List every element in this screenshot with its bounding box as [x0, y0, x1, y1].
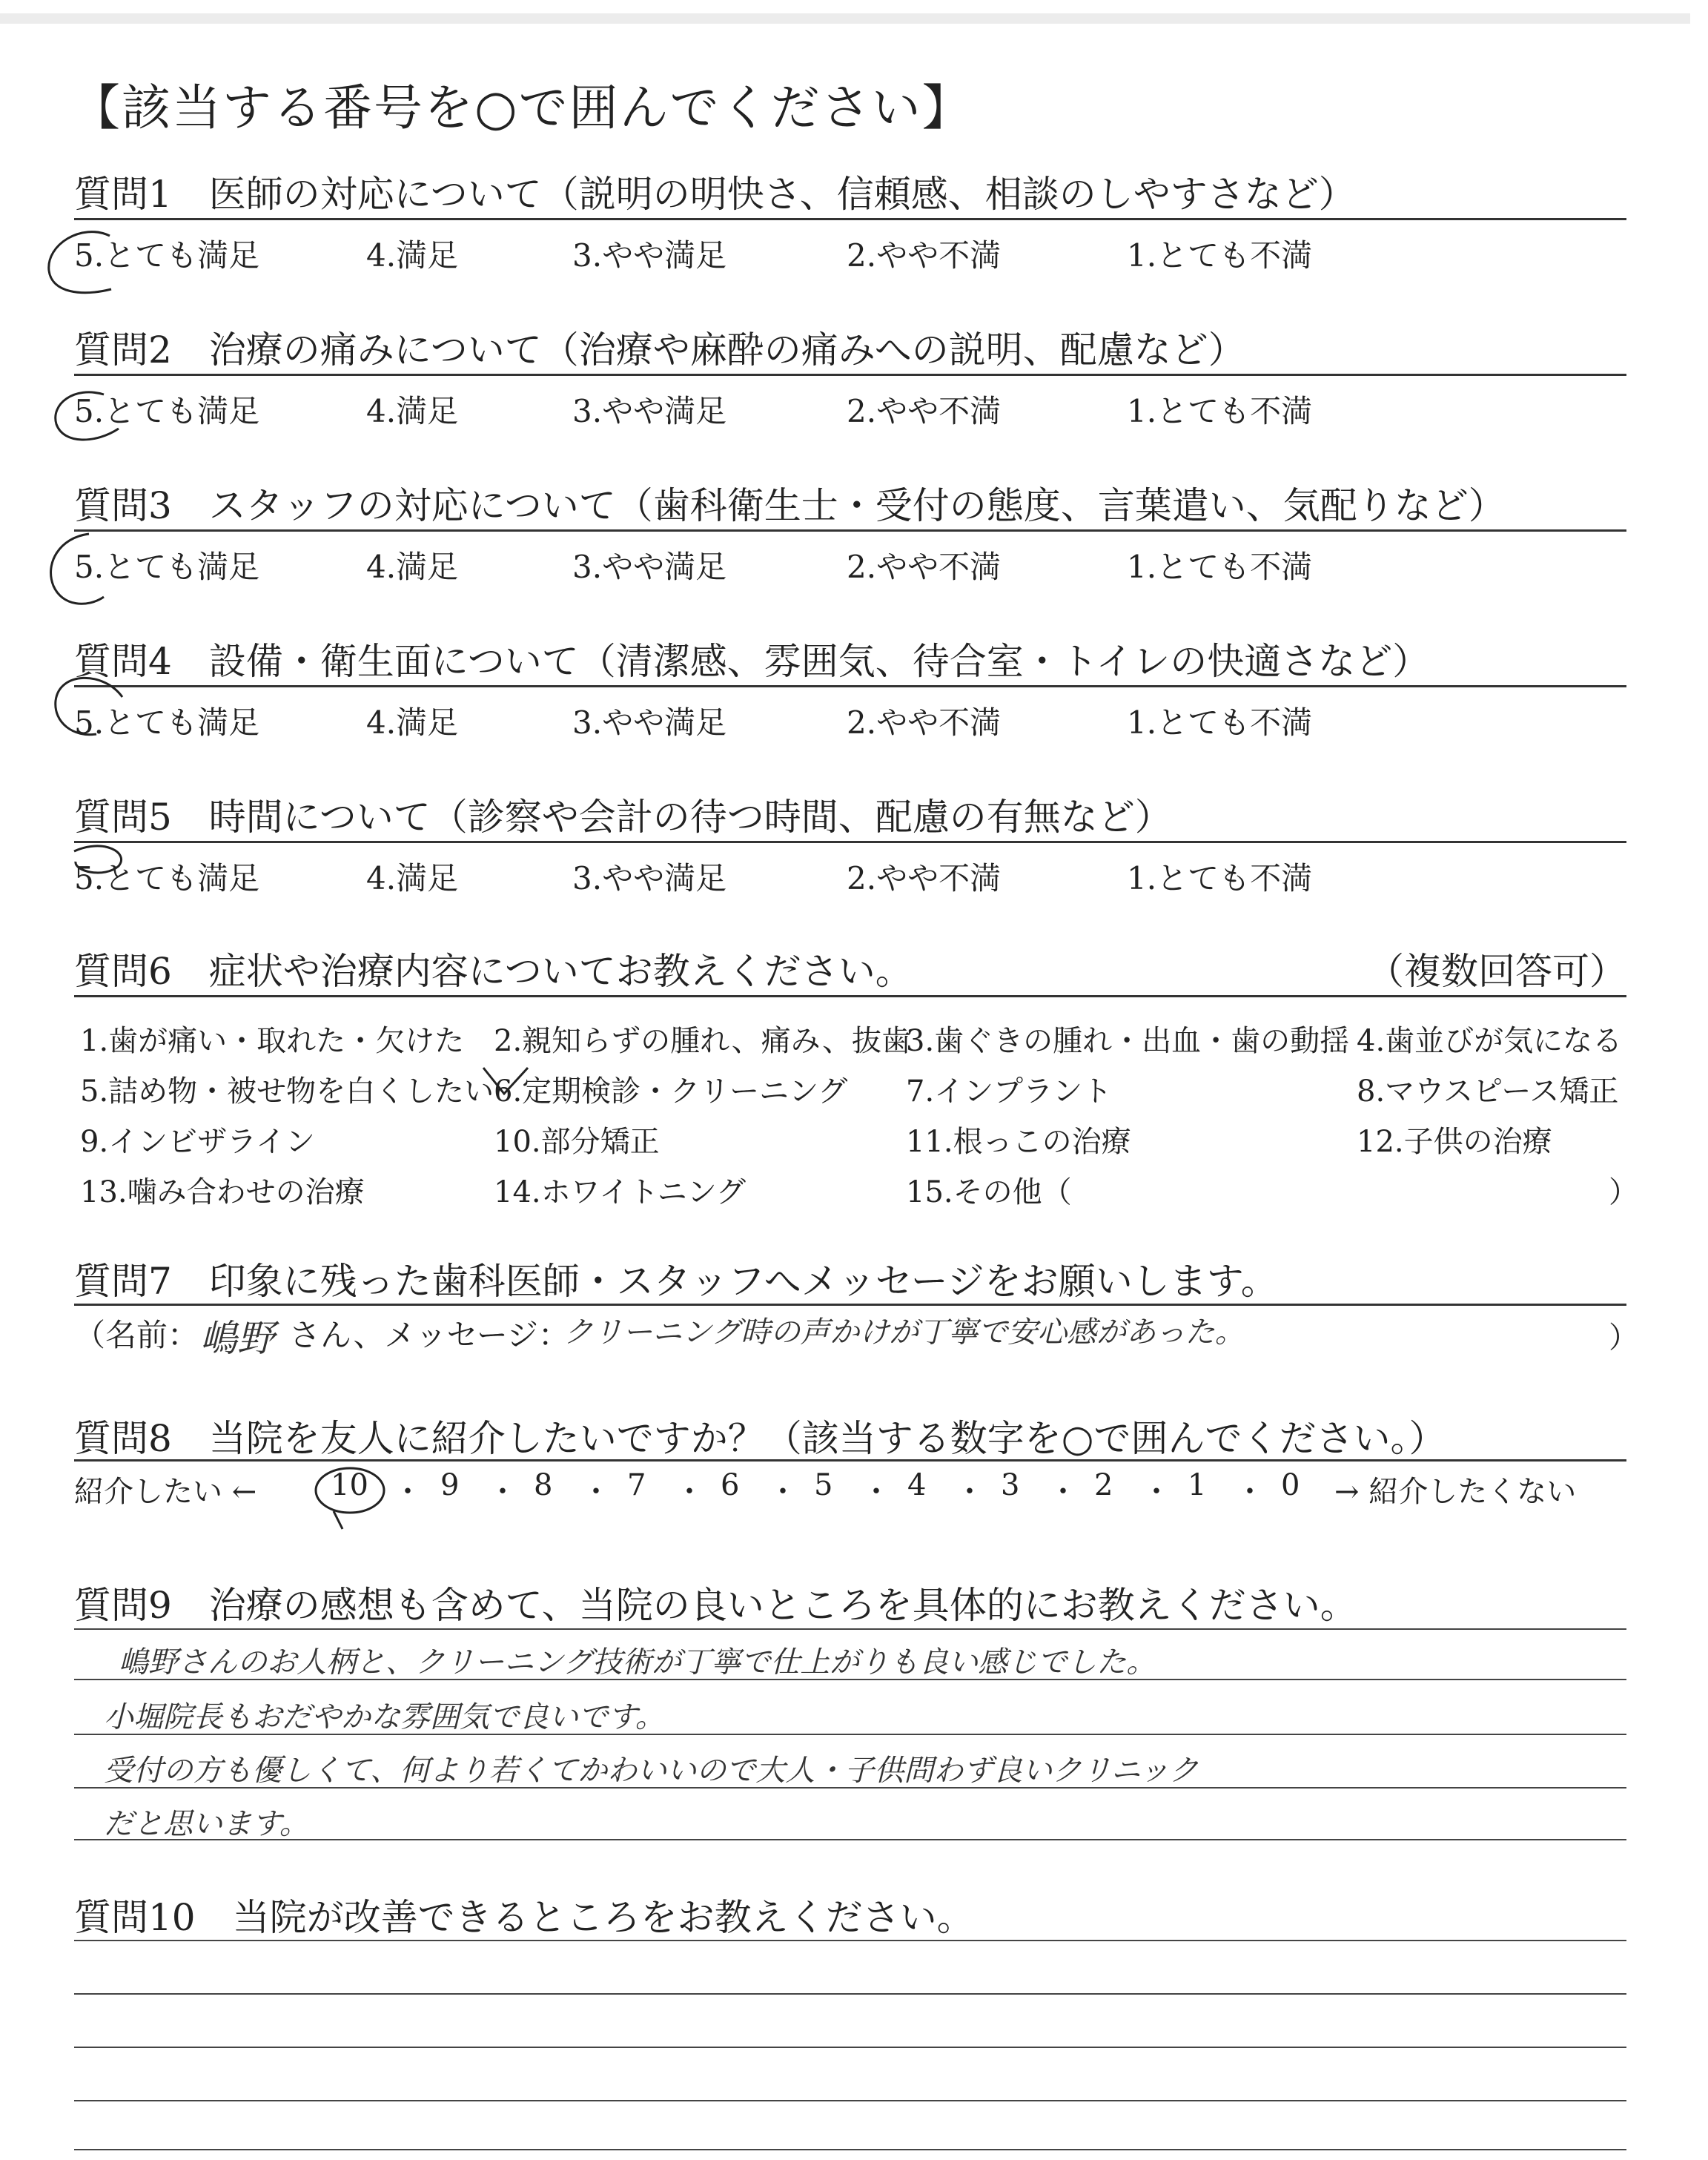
q6-option-11[interactable]: 11.根っこの治療 [906, 1125, 1131, 1159]
writing-line [74, 2149, 1626, 2150]
option-1[interactable]: 1.とても不満 [1127, 860, 1313, 896]
option-3[interactable]: 3.やや満足 [572, 237, 727, 274]
question-3-label: 質問3 スタッフの対応について（歯科衛生士・受付の態度、言葉遣い、気配りなど） [74, 484, 1506, 527]
scale-dot: ・ [768, 1475, 798, 1509]
option-4[interactable]: 4.満足 [366, 393, 459, 429]
q6-option-9[interactable]: 9.インビザライン [80, 1125, 315, 1159]
option-5[interactable]: 5.とても満足 [74, 860, 260, 896]
divider [74, 218, 1626, 220]
divider [74, 1304, 1626, 1306]
handwritten-line-2[interactable]: 小堀院長もおだやかな雰囲気で良いです。 [104, 1700, 665, 1734]
question-5-options [74, 854, 1557, 899]
option-3[interactable]: 3.やや満足 [572, 393, 727, 429]
page-title: 【該当する番号を○で囲んでください】 [71, 79, 973, 136]
scale-left-label: 紹介したい ← [74, 1475, 257, 1509]
question-1-label: 質問1 医師の対応について（説明の明快さ、信頼感、相談のしやすさなど） [74, 173, 1356, 216]
scale-dot: ・ [581, 1475, 611, 1509]
scale-10[interactable]: 10 [331, 1468, 368, 1502]
name-label: （名前： [74, 1317, 199, 1353]
handwritten-message[interactable]: クリーニング時の声かけが丁寧で安心感があった。 [563, 1315, 1245, 1350]
referral-scale [74, 1468, 1631, 1513]
san-label: さん、メッセージ： [289, 1317, 570, 1353]
multiple-answers-note: （複数回答可） [1367, 950, 1626, 993]
divider [74, 374, 1626, 376]
question-6-label: 質問6 症状や治療内容についてお教えください。 [74, 950, 913, 993]
scale-8[interactable]: 8 [534, 1468, 553, 1502]
question-6-options [74, 1001, 1631, 1223]
divider [74, 995, 1626, 997]
scale-9[interactable]: 9 [440, 1468, 460, 1502]
q6-other-close-paren: ） [1609, 1175, 1638, 1209]
q6-option-15[interactable]: 15.その他（ [906, 1175, 1072, 1209]
option-1[interactable]: 1.とても不満 [1127, 237, 1313, 274]
handwritten-line-1[interactable]: 嶋野さんのお人柄と、クリーニング技術が丁寧で仕上がりも良い感じでした。 [119, 1645, 1156, 1680]
divider [74, 1459, 1626, 1462]
scan-top-edge [0, 13, 1690, 24]
q6-option-3[interactable]: 3.歯ぐきの腫れ・出血・歯の動揺 [906, 1024, 1350, 1058]
question-2-label: 質問2 治療の痛みについて（治療や麻酔の痛みへの説明、配慮など） [74, 328, 1245, 371]
question-4-options [74, 698, 1557, 743]
option-1[interactable]: 1.とても不満 [1127, 704, 1313, 741]
scale-4[interactable]: 4 [907, 1468, 927, 1502]
option-5[interactable]: 5.とても満足 [74, 549, 260, 585]
writing-line [74, 1940, 1626, 1941]
option-2[interactable]: 2.やや不満 [847, 549, 1002, 585]
q6-option-10[interactable]: 10.部分矯正 [494, 1125, 660, 1159]
option-2[interactable]: 2.やや不満 [847, 393, 1002, 429]
question-3-options [74, 543, 1557, 587]
option-3[interactable]: 3.やや満足 [572, 549, 727, 585]
q7-close-paren: ） [1609, 1321, 1638, 1355]
scale-dot: ・ [393, 1475, 423, 1509]
question-2-options [74, 387, 1557, 432]
option-2[interactable]: 2.やや不満 [847, 237, 1002, 274]
scale-3[interactable]: 3 [1001, 1468, 1020, 1502]
option-3[interactable]: 3.やや満足 [572, 704, 727, 741]
message-row [74, 1311, 199, 1355]
writing-line [74, 2100, 1626, 2101]
scale-dot: ・ [488, 1475, 517, 1509]
question-7-label: 質問7 印象に残った歯科医師・スタッフへメッセージをお願いします。 [74, 1260, 1278, 1303]
divider [74, 685, 1626, 687]
option-2[interactable]: 2.やや不満 [847, 860, 1002, 896]
scale-5[interactable]: 5 [814, 1468, 833, 1502]
writing-line [74, 1993, 1626, 1995]
scale-dot: ・ [675, 1475, 704, 1509]
q6-option-2[interactable]: 2.親知らずの腫れ、痛み、抜歯 [494, 1024, 911, 1058]
scale-6[interactable]: 6 [721, 1468, 740, 1502]
handwritten-name[interactable]: 嶋野 [200, 1317, 274, 1360]
divider [74, 841, 1626, 843]
option-5[interactable]: 5.とても満足 [74, 704, 260, 741]
option-4[interactable]: 4.満足 [366, 237, 459, 274]
question-4-label: 質問4 設備・衛生面について（清潔感、雰囲気、待合室・トイレの快適さなど） [74, 640, 1430, 683]
option-5[interactable]: 5.とても満足 [74, 237, 260, 274]
writing-line [74, 1628, 1626, 1630]
handwritten-line-3[interactable]: 受付の方も優しくて、何より若くてかわいいので大人・子供問わず良いクリニック [104, 1754, 1199, 1788]
question-10-label: 質問10 当院が改善できるところをお教えください。 [74, 1896, 974, 1939]
q8-circle-tail [334, 1511, 342, 1529]
q6-option-12[interactable]: 12.子供の治療 [1357, 1125, 1552, 1159]
writing-line [74, 2047, 1626, 2048]
scale-1[interactable]: 1 [1188, 1468, 1207, 1502]
scale-dot: ・ [1142, 1475, 1171, 1509]
q6-option-1[interactable]: 1.歯が痛い・取れた・欠けた [80, 1024, 465, 1058]
scale-0[interactable]: 0 [1281, 1468, 1300, 1502]
scale-dot: ・ [861, 1475, 891, 1509]
scale-dot: ・ [1048, 1475, 1078, 1509]
scale-2[interactable]: 2 [1094, 1468, 1113, 1502]
option-4[interactable]: 4.満足 [366, 704, 459, 741]
handwritten-line-4[interactable]: だと思います。 [104, 1807, 309, 1841]
q6-option-8[interactable]: 8.マウスピース矯正 [1357, 1074, 1619, 1109]
scale-dot: ・ [1235, 1475, 1265, 1509]
scale-7[interactable]: 7 [627, 1468, 646, 1502]
q6-option-7[interactable]: 7.インプラント [906, 1074, 1113, 1109]
option-1[interactable]: 1.とても不満 [1127, 393, 1313, 429]
option-4[interactable]: 4.満足 [366, 549, 459, 585]
question-5-label: 質問5 時間について（診察や会計の待つ時間、配慮の有無など） [74, 796, 1172, 839]
q6-option-14[interactable]: 14.ホワイトニング [494, 1175, 747, 1209]
option-5[interactable]: 5.とても満足 [74, 393, 260, 429]
scale-dot: ・ [955, 1475, 984, 1509]
divider [74, 529, 1626, 532]
q6-option-4[interactable]: 4.歯並びが気になる [1357, 1024, 1623, 1058]
q6-option-13[interactable]: 13.噛み合わせの治療 [80, 1175, 365, 1209]
scale-right-label: → 紹介したくない [1334, 1475, 1577, 1509]
question-8-label: 質問8 当院を友人に紹介したいですか？（該当する数字を○で囲んでください。） [74, 1417, 1446, 1460]
option-4[interactable]: 4.満足 [366, 860, 459, 896]
q6-option-5[interactable]: 5.詰め物・被せ物を白くしたい [80, 1074, 494, 1109]
question-1-options [74, 231, 1557, 276]
question-9-label: 質問9 治療の感想も含めて、当院の良いところを具体的にお教えください。 [74, 1584, 1357, 1627]
option-2[interactable]: 2.やや不満 [847, 704, 1002, 741]
q6-option-6[interactable]: 6.定期検診・クリーニング [494, 1074, 848, 1109]
option-3[interactable]: 3.やや満足 [572, 860, 727, 896]
option-1[interactable]: 1.とても不満 [1127, 549, 1313, 585]
